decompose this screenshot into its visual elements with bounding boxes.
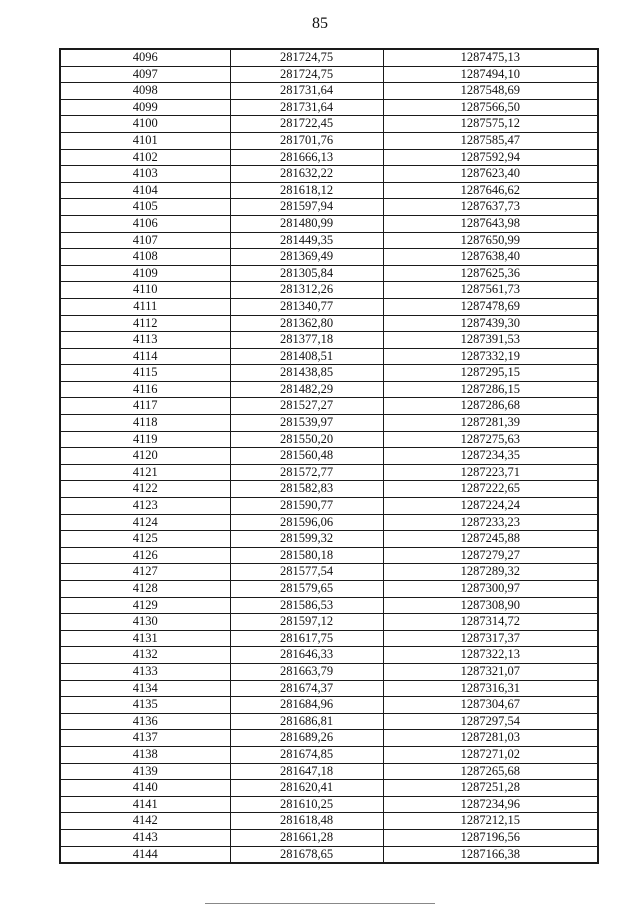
point-number-cell: 4130 <box>60 614 230 631</box>
table-row <box>60 813 598 830</box>
y-coordinate-cell: 1287251,28 <box>383 780 598 797</box>
x-coordinate-cell: 281678,65 <box>230 846 383 863</box>
table-row <box>60 66 598 83</box>
x-coordinate-cell: 281577,54 <box>230 564 383 581</box>
x-coordinate-cell: 281646,33 <box>230 647 383 664</box>
x-coordinate-cell: 281661,28 <box>230 829 383 846</box>
table-row <box>60 381 598 398</box>
table-row <box>60 132 598 149</box>
point-number-cell: 4106 <box>60 215 230 232</box>
x-coordinate-cell: 281620,41 <box>230 780 383 797</box>
table-row <box>60 332 598 349</box>
table-row <box>60 481 598 498</box>
point-number-cell: 4141 <box>60 796 230 813</box>
y-coordinate-cell: 1287321,07 <box>383 663 598 680</box>
x-coordinate-cell: 281539,97 <box>230 415 383 432</box>
table-row <box>60 663 598 680</box>
x-coordinate-cell: 281722,45 <box>230 116 383 133</box>
point-number-cell: 4110 <box>60 282 230 299</box>
table-row <box>60 713 598 730</box>
y-coordinate-cell: 1287638,40 <box>383 249 598 266</box>
x-coordinate-cell: 281449,35 <box>230 232 383 249</box>
table-row <box>60 547 598 564</box>
page-number: 85 <box>312 15 328 32</box>
x-coordinate-cell: 281438,85 <box>230 365 383 382</box>
y-coordinate-cell: 1287592,94 <box>383 149 598 166</box>
y-coordinate-cell: 1287222,65 <box>383 481 598 498</box>
point-number-cell: 4126 <box>60 547 230 564</box>
table-row <box>60 99 598 116</box>
table-row <box>60 166 598 183</box>
point-number-cell: 4101 <box>60 132 230 149</box>
point-number-cell: 4109 <box>60 265 230 282</box>
table-row <box>60 348 598 365</box>
y-coordinate-cell: 1287275,63 <box>383 431 598 448</box>
bottom-rule <box>205 903 435 904</box>
point-number-cell: 4112 <box>60 315 230 332</box>
y-coordinate-cell: 1287478,69 <box>383 298 598 315</box>
y-coordinate-cell: 1287271,02 <box>383 746 598 763</box>
x-coordinate-cell: 281686,81 <box>230 713 383 730</box>
y-coordinate-cell: 1287223,71 <box>383 464 598 481</box>
point-number-cell: 4142 <box>60 813 230 830</box>
y-coordinate-cell: 1287643,98 <box>383 215 598 232</box>
y-coordinate-cell: 1287297,54 <box>383 713 598 730</box>
x-coordinate-cell: 281618,48 <box>230 813 383 830</box>
point-number-cell: 4133 <box>60 663 230 680</box>
x-coordinate-cell: 281369,49 <box>230 249 383 266</box>
x-coordinate-cell: 281480,99 <box>230 215 383 232</box>
table-row <box>60 697 598 714</box>
x-coordinate-cell: 281560,48 <box>230 448 383 465</box>
y-coordinate-cell: 1287566,50 <box>383 99 598 116</box>
y-coordinate-cell: 1287625,36 <box>383 265 598 282</box>
x-coordinate-cell: 281689,26 <box>230 730 383 747</box>
point-number-cell: 4113 <box>60 332 230 349</box>
y-coordinate-cell: 1287224,24 <box>383 498 598 515</box>
y-coordinate-cell: 1287575,12 <box>383 116 598 133</box>
point-number-cell: 4108 <box>60 249 230 266</box>
table-row <box>60 746 598 763</box>
point-number-cell: 4143 <box>60 829 230 846</box>
point-number-cell: 4115 <box>60 365 230 382</box>
x-coordinate-cell: 281731,64 <box>230 99 383 116</box>
table-row <box>60 680 598 697</box>
y-coordinate-cell: 1287234,35 <box>383 448 598 465</box>
point-number-cell: 4124 <box>60 514 230 531</box>
y-coordinate-cell: 1287289,32 <box>383 564 598 581</box>
table-row <box>60 780 598 797</box>
table-row <box>60 846 598 863</box>
table-row <box>60 298 598 315</box>
x-coordinate-cell: 281579,65 <box>230 581 383 598</box>
point-number-cell: 4114 <box>60 348 230 365</box>
x-coordinate-cell: 281305,84 <box>230 265 383 282</box>
table-row <box>60 182 598 199</box>
table-row <box>60 614 598 631</box>
y-coordinate-cell: 1287637,73 <box>383 199 598 216</box>
y-coordinate-cell: 1287623,40 <box>383 166 598 183</box>
table-row <box>60 581 598 598</box>
point-number-cell: 4111 <box>60 298 230 315</box>
y-coordinate-cell: 1287317,37 <box>383 630 598 647</box>
table-row <box>60 116 598 133</box>
point-number-cell: 4104 <box>60 182 230 199</box>
y-coordinate-cell: 1287332,19 <box>383 348 598 365</box>
point-number-cell: 4139 <box>60 763 230 780</box>
y-coordinate-cell: 1287295,15 <box>383 365 598 382</box>
y-coordinate-cell: 1287286,68 <box>383 398 598 415</box>
table-row <box>60 498 598 515</box>
y-coordinate-cell: 1287286,15 <box>383 381 598 398</box>
point-number-cell: 4138 <box>60 746 230 763</box>
y-coordinate-cell: 1287646,62 <box>383 182 598 199</box>
point-number-cell: 4144 <box>60 846 230 863</box>
point-number-cell: 4097 <box>60 66 230 83</box>
point-number-cell: 4119 <box>60 431 230 448</box>
y-coordinate-cell: 1287279,27 <box>383 547 598 564</box>
x-coordinate-cell: 281617,75 <box>230 630 383 647</box>
x-coordinate-cell: 281482,29 <box>230 381 383 398</box>
point-number-cell: 4098 <box>60 83 230 100</box>
x-coordinate-cell: 281340,77 <box>230 298 383 315</box>
x-coordinate-cell: 281724,75 <box>230 49 383 66</box>
table-row <box>60 83 598 100</box>
y-coordinate-cell: 1287391,53 <box>383 332 598 349</box>
table-row <box>60 315 598 332</box>
y-coordinate-cell: 1287322,13 <box>383 647 598 664</box>
x-coordinate-cell: 281647,18 <box>230 763 383 780</box>
point-number-cell: 4129 <box>60 597 230 614</box>
y-coordinate-cell: 1287439,30 <box>383 315 598 332</box>
x-coordinate-cell: 281596,06 <box>230 514 383 531</box>
point-number-cell: 4120 <box>60 448 230 465</box>
point-number-cell: 4132 <box>60 647 230 664</box>
x-coordinate-cell: 281312,26 <box>230 282 383 299</box>
point-number-cell: 4096 <box>60 49 230 66</box>
point-number-cell: 4125 <box>60 531 230 548</box>
y-coordinate-cell: 1287166,38 <box>383 846 598 863</box>
point-number-cell: 4134 <box>60 680 230 697</box>
table-row <box>60 597 598 614</box>
y-coordinate-cell: 1287300,97 <box>383 581 598 598</box>
y-coordinate-cell: 1287561,73 <box>383 282 598 299</box>
y-coordinate-cell: 1287308,90 <box>383 597 598 614</box>
x-coordinate-cell: 281618,12 <box>230 182 383 199</box>
point-number-cell: 4135 <box>60 697 230 714</box>
table-row <box>60 730 598 747</box>
table-row <box>60 232 598 249</box>
y-coordinate-cell: 1287548,69 <box>383 83 598 100</box>
point-number-cell: 4137 <box>60 730 230 747</box>
point-number-cell: 4107 <box>60 232 230 249</box>
table-row <box>60 531 598 548</box>
point-number-cell: 4118 <box>60 415 230 432</box>
table-row <box>60 829 598 846</box>
y-coordinate-cell: 1287234,96 <box>383 796 598 813</box>
x-coordinate-cell: 281590,77 <box>230 498 383 515</box>
table-row <box>60 365 598 382</box>
table-row <box>60 647 598 664</box>
y-coordinate-cell: 1287233,23 <box>383 514 598 531</box>
point-number-cell: 4105 <box>60 199 230 216</box>
x-coordinate-cell: 281597,94 <box>230 199 383 216</box>
y-coordinate-cell: 1287196,56 <box>383 829 598 846</box>
point-number-cell: 4140 <box>60 780 230 797</box>
point-number-cell: 4122 <box>60 481 230 498</box>
y-coordinate-cell: 1287650,99 <box>383 232 598 249</box>
x-coordinate-cell: 281666,13 <box>230 149 383 166</box>
x-coordinate-cell: 281684,96 <box>230 697 383 714</box>
coordinates-table-body <box>60 49 598 863</box>
point-number-cell: 4099 <box>60 99 230 116</box>
table-row <box>60 215 598 232</box>
x-coordinate-cell: 281599,32 <box>230 531 383 548</box>
x-coordinate-cell: 281674,85 <box>230 746 383 763</box>
y-coordinate-cell: 1287304,67 <box>383 697 598 714</box>
point-number-cell: 4127 <box>60 564 230 581</box>
y-coordinate-cell: 1287281,39 <box>383 415 598 432</box>
y-coordinate-cell: 1287585,47 <box>383 132 598 149</box>
point-number-cell: 4128 <box>60 581 230 598</box>
table-row <box>60 464 598 481</box>
table-row <box>60 630 598 647</box>
table-row <box>60 149 598 166</box>
y-coordinate-cell: 1287245,88 <box>383 531 598 548</box>
point-number-cell: 4123 <box>60 498 230 515</box>
x-coordinate-cell: 281610,25 <box>230 796 383 813</box>
table-row <box>60 796 598 813</box>
x-coordinate-cell: 281663,79 <box>230 663 383 680</box>
coordinates-table <box>59 48 599 864</box>
x-coordinate-cell: 281632,22 <box>230 166 383 183</box>
table-row <box>60 282 598 299</box>
x-coordinate-cell: 281580,18 <box>230 547 383 564</box>
x-coordinate-cell: 281674,37 <box>230 680 383 697</box>
table-row <box>60 763 598 780</box>
x-coordinate-cell: 281724,75 <box>230 66 383 83</box>
x-coordinate-cell: 281550,20 <box>230 431 383 448</box>
point-number-cell: 4100 <box>60 116 230 133</box>
x-coordinate-cell: 281377,18 <box>230 332 383 349</box>
y-coordinate-cell: 1287494,10 <box>383 66 598 83</box>
x-coordinate-cell: 281731,64 <box>230 83 383 100</box>
x-coordinate-cell: 281408,51 <box>230 348 383 365</box>
x-coordinate-cell: 281572,77 <box>230 464 383 481</box>
x-coordinate-cell: 281586,53 <box>230 597 383 614</box>
y-coordinate-cell: 1287212,15 <box>383 813 598 830</box>
point-number-cell: 4117 <box>60 398 230 415</box>
x-coordinate-cell: 281527,27 <box>230 398 383 415</box>
point-number-cell: 4121 <box>60 464 230 481</box>
point-number-cell: 4131 <box>60 630 230 647</box>
y-coordinate-cell: 1287281,03 <box>383 730 598 747</box>
table-row <box>60 514 598 531</box>
table-row <box>60 49 598 66</box>
table-row <box>60 249 598 266</box>
x-coordinate-cell: 281701,76 <box>230 132 383 149</box>
table-row <box>60 415 598 432</box>
y-coordinate-cell: 1287265,68 <box>383 763 598 780</box>
point-number-cell: 4102 <box>60 149 230 166</box>
point-number-cell: 4116 <box>60 381 230 398</box>
table-row <box>60 199 598 216</box>
table-row <box>60 564 598 581</box>
table-row <box>60 265 598 282</box>
y-coordinate-cell: 1287316,31 <box>383 680 598 697</box>
y-coordinate-cell: 1287314,72 <box>383 614 598 631</box>
table-row <box>60 398 598 415</box>
x-coordinate-cell: 281582,83 <box>230 481 383 498</box>
x-coordinate-cell: 281597,12 <box>230 614 383 631</box>
table-row <box>60 448 598 465</box>
y-coordinate-cell: 1287475,13 <box>383 49 598 66</box>
x-coordinate-cell: 281362,80 <box>230 315 383 332</box>
point-number-cell: 4136 <box>60 713 230 730</box>
point-number-cell: 4103 <box>60 166 230 183</box>
table-row <box>60 431 598 448</box>
